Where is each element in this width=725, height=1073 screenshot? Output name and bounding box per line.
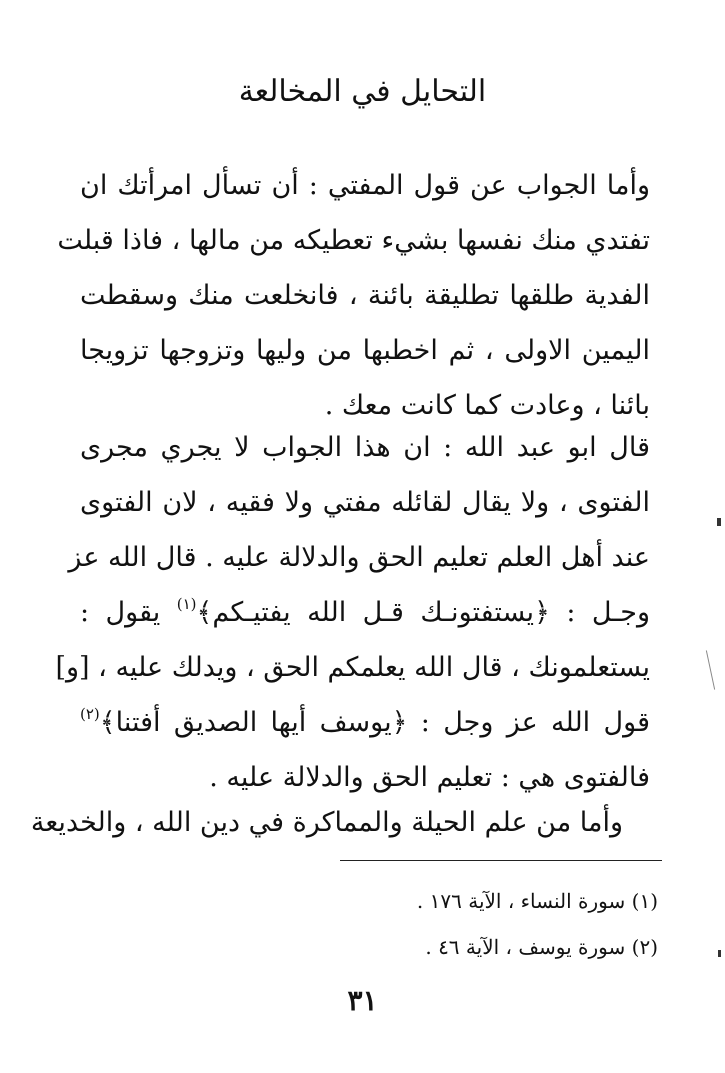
quran-citation: قول الله عز وجل : ﴿يوسف أيها الصديق أفتنا﴾ bbox=[99, 707, 650, 738]
text-line-with-footnote bbox=[80, 585, 650, 640]
text-line: بائنا ، وعادت كما كانت معك . bbox=[324, 390, 650, 421]
scan-mark bbox=[706, 650, 715, 689]
footnote-ref-1[interactable]: (١) bbox=[176, 595, 197, 613]
text-line: وأما الجواب عن قول المفتي : أن تسأل امرأتك ان bbox=[80, 170, 650, 201]
text-line: عند أهل العلم تعليم الحق والدلالة عليه . قال الله عز bbox=[68, 542, 650, 573]
footnotes bbox=[330, 878, 658, 970]
paragraph-2 bbox=[55, 420, 650, 805]
text-line: فالفتوى هي : تعليم الحق والدلالة عليه . bbox=[209, 762, 650, 793]
scan-mark bbox=[718, 950, 721, 957]
footnote-1: (١) سورة النساء ، الآية ١٧٦ . bbox=[416, 889, 658, 913]
text-line: الفتوى ، ولا يقال لقائله مفتي ولا فقيه ، لان الفتوى bbox=[80, 487, 650, 518]
text-line: يستعلمونك ، قال الله يعلمكم الحق ، ويدلك عليه ، [و] bbox=[55, 652, 650, 683]
paragraph-3 bbox=[30, 795, 623, 850]
text-line: قال ابو عبد الله : ان هذا الجواب لا يجري مجرى bbox=[80, 432, 650, 463]
quran-citation: وجـل : ﴿يستفتونـك قـل الله يفتيـكم﴾ bbox=[196, 597, 650, 628]
footnote-ref-2[interactable]: (٢) bbox=[80, 705, 100, 723]
text-line: اليمين الاولى ، ثم اخطبها من وليها وتزوجها تزويجا bbox=[80, 335, 650, 366]
text-line: تفتدي منك نفسها بشيء تعطيكه من مالها ، فاذا قبلت bbox=[57, 225, 650, 256]
page-number: ٣١ bbox=[347, 984, 378, 1017]
text-fragment: يقول : bbox=[80, 597, 177, 628]
footnote-divider bbox=[340, 860, 662, 861]
footnote-2: (٢) سورة يوسف ، الآية ٤٦ . bbox=[425, 935, 658, 959]
text-line: وأما من علم الحيلة والمماكرة في دين الله ، والخديعة bbox=[30, 807, 623, 838]
paragraph-1 bbox=[57, 158, 650, 433]
text-line-with-footnote bbox=[80, 695, 650, 750]
running-title: التحايل في المخالعة bbox=[238, 74, 487, 109]
text-line: الفدية طلقها تطليقة بائنة ، فانخلعت منك وسقطت bbox=[80, 280, 650, 311]
scan-mark bbox=[717, 518, 721, 526]
